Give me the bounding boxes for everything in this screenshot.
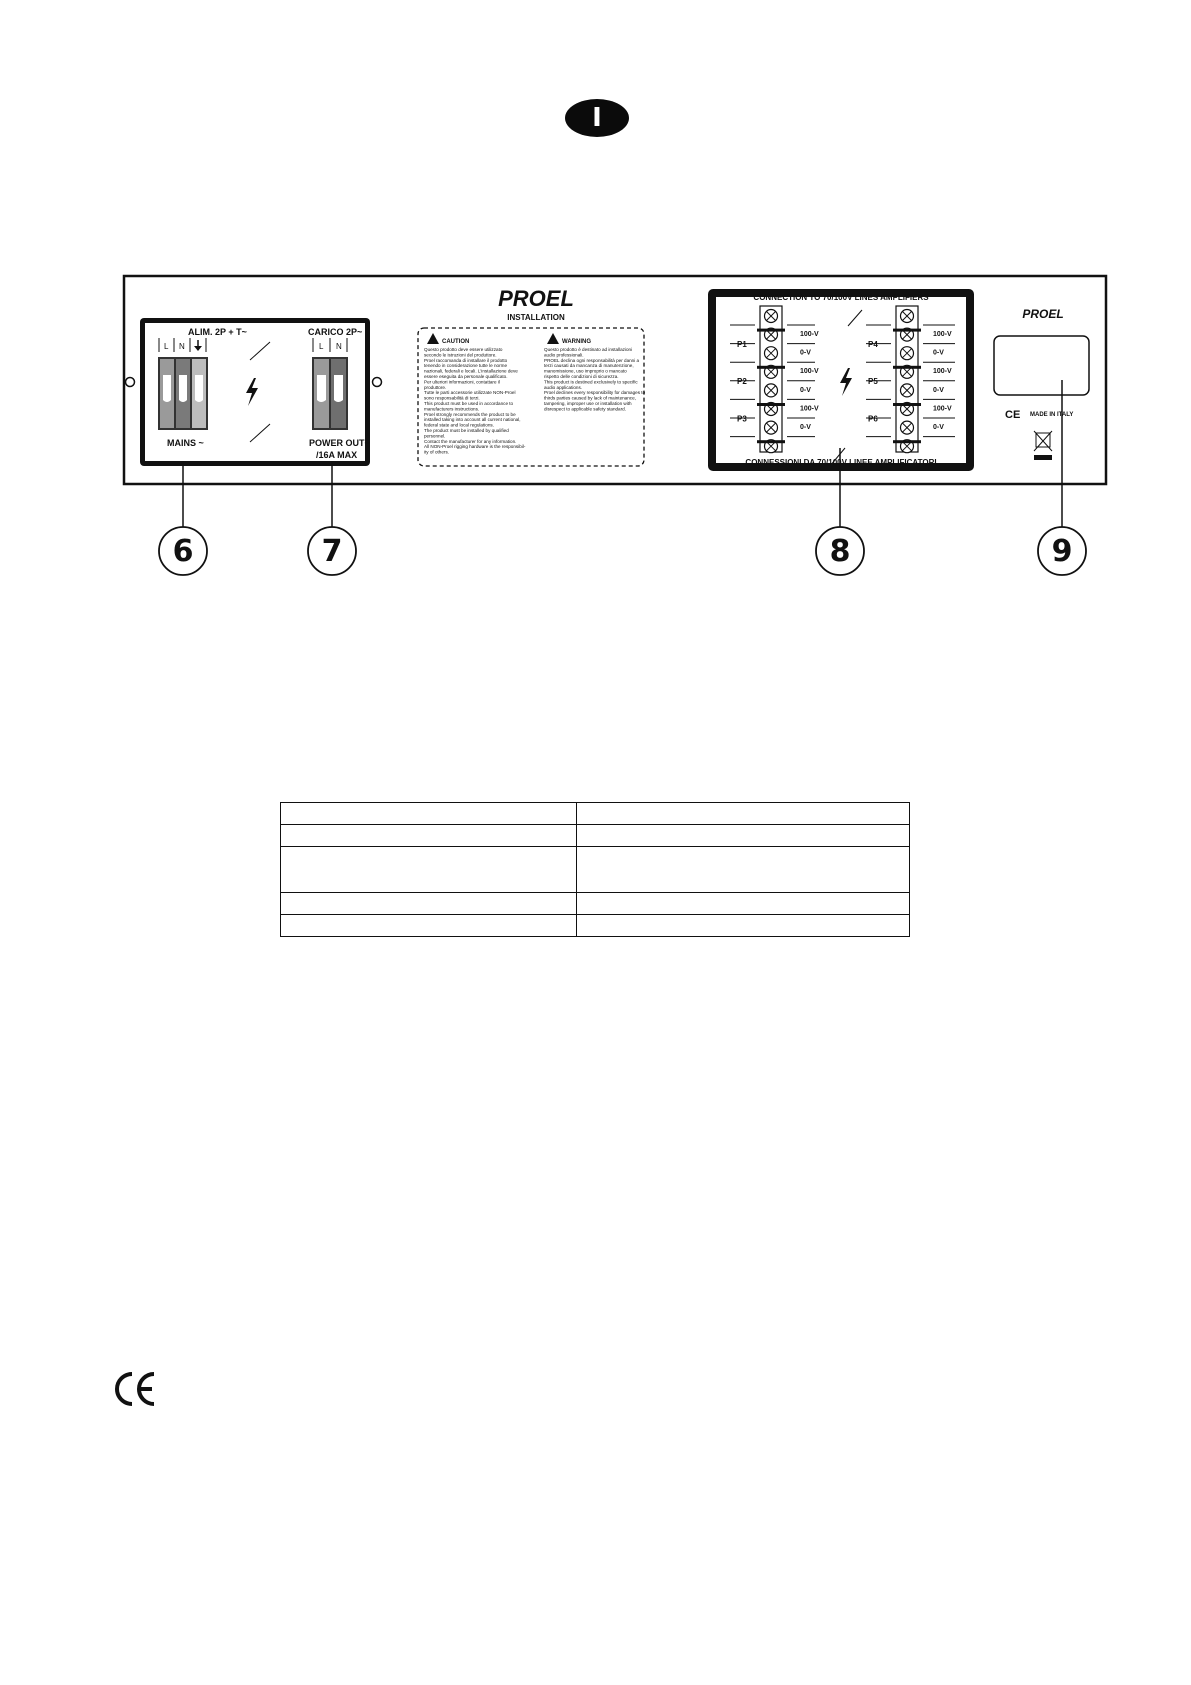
label-text-line: audio professionali. <box>544 352 584 358</box>
label-text-line: Questo prodotto è destinato ad installazioni <box>544 347 633 352</box>
terminal-block-header: CONNECTION TO 70/100V LINES AMPLIFIERS <box>753 293 929 302</box>
label-text-line: rispetto delle condizioni di sicurezza. <box>544 374 619 379</box>
table-cell <box>281 803 577 825</box>
label-text-line: manufacturers instructions. <box>424 406 480 412</box>
terminal-voltage-label: 100-V <box>800 405 819 413</box>
label-text-line: secondo le istruzioni del produttore. <box>424 352 497 358</box>
terminal-voltage-label: 0-V <box>933 424 944 431</box>
label-text-line: Proel raccomanda di installare il prodotto <box>424 357 508 363</box>
panel-mount-hole-left <box>126 378 135 387</box>
port-label: P5 <box>868 377 878 387</box>
table-cell <box>281 893 577 915</box>
port-label: P4 <box>868 340 878 349</box>
terminal-voltage-label: 0-V <box>800 424 811 431</box>
terminal-voltage-label: 0-V <box>800 349 811 357</box>
port-label: P1 <box>737 340 747 349</box>
mains-header: ALIM. 2P + T~ <box>188 327 247 337</box>
mains-terminal-l: L <box>164 342 169 351</box>
label-text-line: thirds parties caused by lack of maintenance, <box>544 395 636 401</box>
terminal-voltage-label: 100-V <box>933 331 952 338</box>
table-cell <box>577 915 910 937</box>
label-text-line: Per ulteriori informazioni, contattare il <box>424 379 500 385</box>
callout-7-label: 7 <box>321 534 343 569</box>
label-text-line: This product must be used in accordance to <box>424 401 514 406</box>
mains-terminal-n: N <box>179 342 185 351</box>
label-text-line: Contact the manufacturer for any information. <box>424 438 517 444</box>
terminal-voltage-label: 0-V <box>800 386 811 394</box>
power-out-terminal-l: L <box>319 342 324 351</box>
port-label: P6 <box>868 414 878 424</box>
language-badge: I <box>565 99 629 137</box>
right-ce-mark: CE <box>1005 409 1021 421</box>
panel-mount-hole-right <box>373 378 382 387</box>
label-text-line: nazionali, federali e locali. L'installazione deve <box>424 368 518 374</box>
label-subtitle: INSTALLATION <box>507 313 565 322</box>
table-row <box>281 847 910 893</box>
table-row <box>281 803 910 825</box>
serial-label-placeholder <box>994 336 1089 395</box>
right-brand: PROEL <box>1022 307 1064 321</box>
spec-table <box>280 802 910 937</box>
mains-power-block <box>140 318 370 466</box>
port-label: P3 <box>737 414 747 424</box>
terminal-voltage-label: 100-V <box>800 368 819 376</box>
label-text-line: PROEL declina ogni responsabilità per danni a <box>544 357 640 363</box>
table-row <box>281 915 910 937</box>
label-text-line: audio applications. <box>544 384 583 390</box>
label-text-line: This product is destined exclusively to specific <box>544 379 638 385</box>
label-text-line: manomissione, uso improprio o mancato <box>544 368 627 374</box>
table-cell <box>577 825 910 847</box>
callout-6-label: 6 <box>172 534 194 569</box>
table-cell <box>577 803 910 825</box>
caution-title: CAUTION <box>442 339 470 345</box>
label-text-line: terzi causati da mancanza di manutenzione, <box>544 363 634 369</box>
table-cell <box>281 847 577 893</box>
rear-panel-diagram <box>0 0 1191 600</box>
power-out-footer-line2: /16A MAX <box>316 450 358 460</box>
table-cell <box>577 847 910 893</box>
label-text-line: produttore. <box>424 384 447 390</box>
table-cell <box>577 893 910 915</box>
label-text-line: disrespect to applicable safety standard. <box>544 406 626 412</box>
label-text-line: tenendo in considerazione tutte le norme <box>424 363 507 369</box>
callout-9-label: 9 <box>1051 534 1073 569</box>
power-out-footer-line1: POWER OUT~ <box>309 438 370 448</box>
power-out-terminal-n: N <box>336 342 342 351</box>
label-text-line: federal state and local regulations. <box>424 422 494 428</box>
label-text-line: Tutte le parti accessorie utilizzate NON-Proel <box>424 390 516 396</box>
label-text-line: Questo prodotto deve essere utilizzato <box>424 347 503 352</box>
label-text-line: All NON-Proel rigging hardware is the responsibil- <box>424 444 526 450</box>
table-row <box>281 893 910 915</box>
port-label: P2 <box>737 377 747 387</box>
table-cell <box>281 915 577 937</box>
label-text-line: essere eseguita da personale qualificato. <box>424 374 508 379</box>
ce-mark <box>112 1370 158 1408</box>
label-text-line: installed taking into account all current national, <box>424 417 521 423</box>
mains-footer: MAINS ~ <box>167 438 204 448</box>
made-in-label: MADE IN ITALY <box>1030 412 1074 418</box>
terminal-voltage-label: 100-V <box>933 405 952 413</box>
terminal-voltage-label: 100-V <box>800 331 819 338</box>
label-brand: PROEL <box>498 286 574 311</box>
label-text-line: personnel. <box>424 433 446 439</box>
table-row <box>281 825 910 847</box>
terminal-voltage-label: 0-V <box>933 349 944 357</box>
callout-8-label: 8 <box>829 534 851 569</box>
warning-title: WARNING <box>562 339 591 345</box>
terminal-voltage-label: 100-V <box>933 368 952 376</box>
power-out-header: CARICO 2P~ <box>308 327 363 337</box>
label-text-line: The product must be installed by qualified <box>424 428 509 433</box>
label-text-line: sono responsabilità di terzi. <box>424 395 480 401</box>
line-terminal-block <box>708 289 974 471</box>
label-text-line: ity of others. <box>424 449 450 455</box>
table-cell <box>281 825 577 847</box>
terminal-block-footer: CONNESSIONI DA 70/100V LINEE AMPLIFICATORI <box>745 458 937 467</box>
label-text-line: Proel declines every responsibility for damages to <box>544 390 646 396</box>
terminal-voltage-label: 0-V <box>933 386 944 394</box>
label-text-line: Proel strongly recommends the product to be <box>424 411 516 417</box>
label-text-line: tampering, improper use or installation with <box>544 401 632 406</box>
